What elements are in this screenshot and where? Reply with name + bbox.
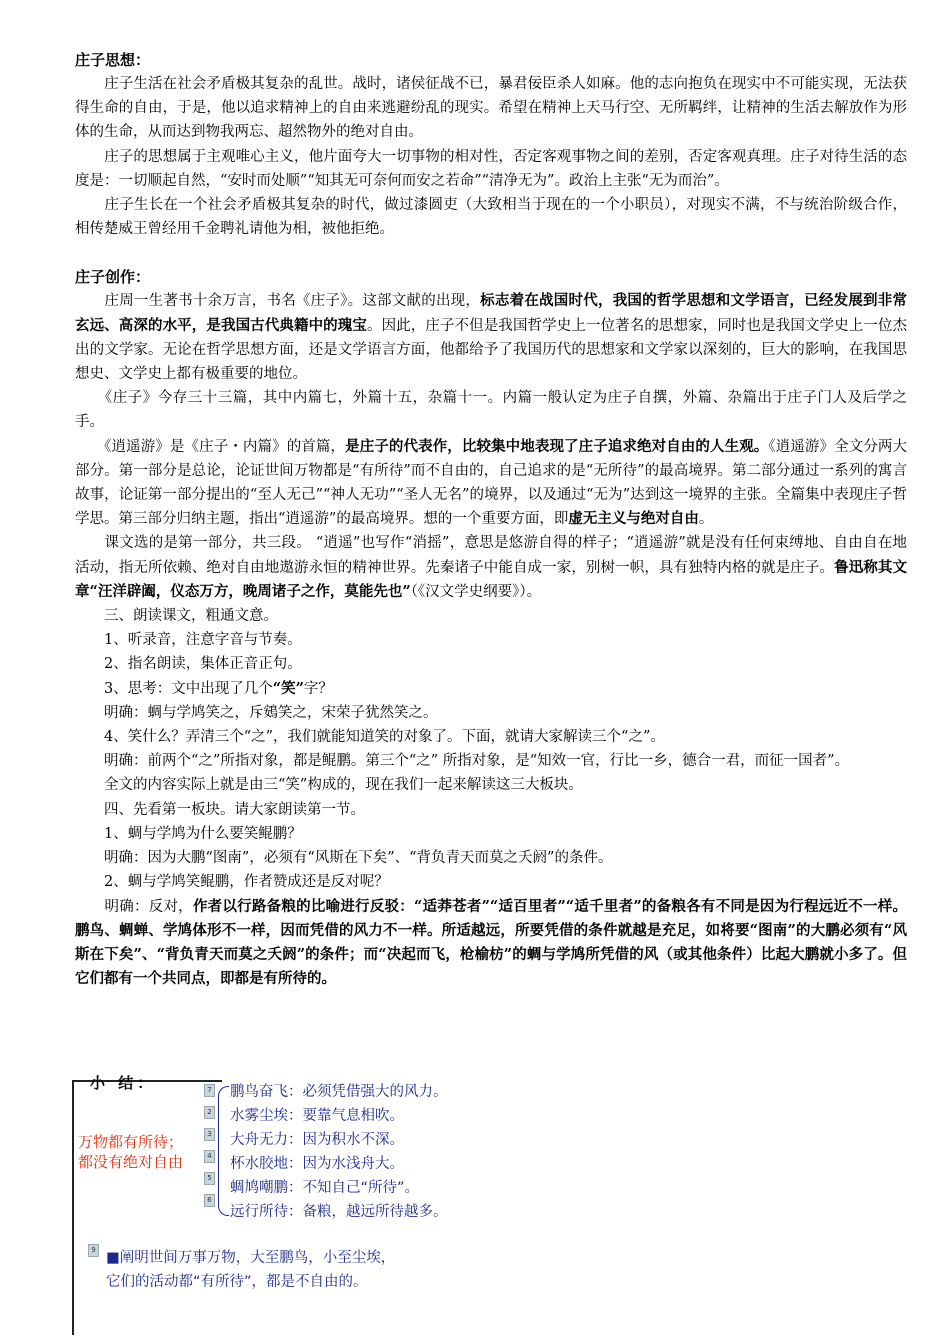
text: 四、先看第一板块。请大家朗读第一节。 <box>104 801 365 818</box>
diagram-title: 小 结： <box>90 1074 157 1092</box>
paragraph <box>75 193 907 241</box>
bold-text: 标志着在战国时代，我国的哲学思想和文学语言，已经发展到非常玄远、高深的水平，是我国古代典籍中的瑰宝 <box>75 292 908 334</box>
text: 字？ <box>303 680 333 697</box>
conclusion-line: 都没有绝对自由 <box>78 1153 184 1171</box>
text: 。因此，庄子不但是我国哲学史上一位著名的思想家，同时也是我国文学史上一位杰出的文学家。无论在哲学思想方面，还是文学语言方面，他都给予了我国历代的思想家和文学家以深刻的，巨大的影响，在我国思想史、文学史上都有极重要的地位。 <box>75 317 908 383</box>
text: 明确：前两个“之”所指对象，都是鲲鹏。第三个“之” 所指对象，是“知效一官，行比一乡，德合一君，而征一国者”。 <box>104 753 850 770</box>
text: 4、笑什么？弄清三个“之”，我们就能知道笑的对象了。下面，就请大家解读三个“之”。 <box>104 729 665 746</box>
text: 三、朗读课文，粗通文意。 <box>104 608 278 625</box>
text: 2、蜩与学鸠笑鲲鹏，作者赞成还是反对呢？ <box>104 874 389 891</box>
summary-item: 鹏鸟奋飞：必须凭借强大的风力。 <box>230 1084 448 1100</box>
lesson-line <box>75 725 907 749</box>
bold-text: 虚无主义与绝对自由 <box>568 510 699 528</box>
paragraph <box>75 145 907 193</box>
conclusion-line: 万物都有所待； <box>78 1133 184 1151</box>
lesson-line <box>75 822 907 846</box>
bold-text: “笑” <box>272 679 304 697</box>
paragraph <box>75 531 907 604</box>
text: 课文选的是第一部分，共三段。 “逍遥”也写作“消摇”，意思是悠游自得的样子；“逍遥游”就是没有任何束缚地、自由自在地活动，指无所依赖、绝对自由地遨游永恒的精神世界。先秦诸子中能自成一家，别树一帜，具有独特内格的就是庄子。 <box>75 535 907 576</box>
paragraph <box>75 72 907 145</box>
bracket <box>218 1086 229 1216</box>
lesson-line <box>75 652 907 676</box>
lesson-line <box>75 604 907 628</box>
diagram-frame-left <box>72 1080 74 1335</box>
text: 庄子的思想属于主观唯心主义，他片面夸大一切事物的相对性，否定客观事物之间的差别，否定客观真理。庄子对待生活的态度是：一切顺起自然，“安时而处顺”“知其无可奈何而安之若命”“清净无为”。政治上主张“无为而治”。 <box>75 148 908 189</box>
bold-text: 作者以行路备粮的比喻进行反驳：“适莽苍者”“适百里者”“适千里者”的备粮各有不同是因为行程远近不一样。鹏鸟、蜩蝉、学鸠体形不一样，因而凭借的风力不一样。所适越远，所要凭借的条件就越是充足，如将要“图南”的大鹏必须有“风斯在下矣”、“背负青天而莫之夭阏”的条件；而“决起而飞，枪榆枋”的蜩与学鸠所凭借的风（或其他条件）比起大鹏就小多了。但它们都有一个共同点，即都是有所待的。 <box>75 897 908 988</box>
text: （《汉文学史纲要》）。 <box>410 583 542 600</box>
text: 明确：反对， <box>104 898 193 915</box>
lesson-line <box>75 628 907 652</box>
text: 2、指名朗读，集体正音正句。 <box>104 656 302 673</box>
text: 1、听录音，注意字音与节奏。 <box>104 632 302 649</box>
section-title-works: 庄子创作： <box>75 268 151 287</box>
item-number-badge: 6 <box>204 1194 215 1207</box>
text: 全文的内容实际上就是由三“笑”构成的，现在我们一起来解读这三大板块。 <box>104 777 583 794</box>
item-number-badge: 4 <box>204 1150 215 1163</box>
summary-diagram <box>72 1072 552 1334</box>
paragraph <box>75 289 907 386</box>
bold-text: 是庄子的代表作，比较集中地表现了庄子追求绝对自由的人生观。 <box>345 437 769 455</box>
section-title-thought: 庄子思想： <box>75 51 151 69</box>
summary-footnote: 它们的活动都“有所待”，都是不自由的。 <box>106 1274 368 1290</box>
paragraph <box>75 435 907 532</box>
text: 明确：因为大鹏“图南”，必须有“风斯在下矣”、“背负青天而莫之夭阏”的条件。 <box>104 850 613 867</box>
diagram-conclusion <box>78 1132 183 1172</box>
summary-item: 杯水胶地：因为水浅舟大。 <box>230 1156 404 1172</box>
paragraph <box>75 386 907 434</box>
lesson-line <box>75 870 907 894</box>
lesson-line <box>75 846 907 870</box>
lesson-line <box>75 701 907 725</box>
text: 明确：蜩与学鸠笑之，斥鴳笑之，宋荣子犹然笑之。 <box>104 704 438 721</box>
text: 《庄子》今存三十三篇，其中内篇七，外篇十五，杂篇十一。内篇一般认定为庄子自撰，外篇、杂篇出于庄子门人及后学之手。 <box>75 390 908 431</box>
summary-item: 水雾尘埃：要靠气息相吹。 <box>230 1108 404 1124</box>
item-number-badge: 9 <box>88 1244 99 1257</box>
text: 庄子生长在一个社会矛盾极其复杂的时代，做过漆圆吏（大致相当于现在的一个小职员），对现实不满，不与统治阶级合作，相传楚威王曾经用千金聘礼请他为相，被他拒绝。 <box>75 197 908 238</box>
text: 《逍遥游》是《庄子・内篇》的首篇， <box>104 438 346 455</box>
item-number-badge: 3 <box>204 1128 215 1141</box>
document-body <box>75 48 907 991</box>
summary-item: 蜩鸠嘲鹏：不知自己“所待”。 <box>230 1180 420 1196</box>
item-number-badge: 7 <box>204 1084 215 1097</box>
text: 1、蜩与学鸠为什么要笑鲲鹏？ <box>104 825 302 842</box>
summary-item: 远行所待：备粮，越远所待越多。 <box>230 1204 448 1220</box>
summary-footnote: ■阐明世间万事万物，大至鹏鸟，小至尘埃， <box>106 1250 396 1266</box>
text: 《逍遥游》全文分两大部分。第一部分是总论，论证世间万物都是“有所待”而不自由的，自己追求的是“无所待”的最高境界。第二部分通过一系列的寓言故事，论证第一部分提出的“至人无己”“神人无功”“圣人无名”的境界，以及通过“无为”达到这一境界的主张。全篇集中表现庄子哲学思。第三部分归纳主题，指出“逍遥游”的最高境界。想的一个重要方面，即 <box>75 438 908 528</box>
text: 庄子生活在社会矛盾极其复杂的乱世。战时，诸侯征战不已，暴君佞臣杀人如麻。他的志向抱负在现实中不可能实现，无法获得生命的自由，于是，他以追求精神上的自由来逃避纷乱的现实。希望在精神上天马行空、无所羁绊，让精神的生活去解放作为形体的生命，从而达到物我两忘、超然物外的绝对自由。 <box>75 76 908 141</box>
text: 3、思考：文中出现了几个 <box>104 680 273 697</box>
item-number-badge: 2 <box>204 1106 215 1119</box>
bold-text: 鲁迅称其文章“汪洋辟阖，仪态万方，晚周诸子之作，莫能先也” <box>75 558 908 600</box>
lesson-line <box>75 895 907 992</box>
lesson-line <box>75 677 907 701</box>
item-number-badge: 5 <box>204 1172 215 1185</box>
lesson-line <box>75 798 907 822</box>
text: 庄周一生著书十余万言，书名《庄子》。这部文献的出现， <box>104 293 481 310</box>
lesson-line <box>75 749 907 773</box>
text: 。 <box>698 511 714 528</box>
spacer <box>75 241 907 265</box>
lesson-line <box>75 773 907 797</box>
summary-item: 大舟无力：因为积水不深。 <box>230 1132 404 1148</box>
